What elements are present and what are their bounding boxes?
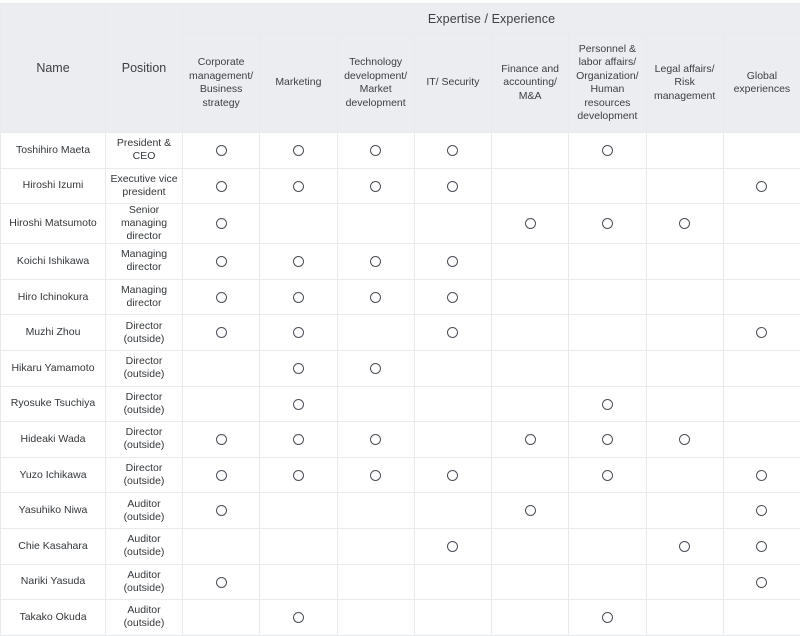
circle-mark-icon — [216, 292, 227, 303]
expertise-mark-cell — [337, 493, 414, 529]
circle-mark-icon — [216, 577, 227, 588]
circle-mark-icon — [293, 256, 304, 267]
circle-mark-icon — [370, 181, 381, 192]
column-header-corporate-management: Corporate management/ Business strategy — [183, 34, 260, 133]
expertise-mark-cell — [646, 564, 723, 600]
director-name-cell: Koichi Ishikawa — [1, 244, 106, 280]
column-header-legal-risk-management: Legal affairs/ Risk management — [646, 34, 723, 133]
circle-mark-icon — [370, 434, 381, 445]
circle-mark-icon — [602, 470, 613, 481]
table-row — [1, 350, 800, 386]
table-row — [1, 315, 800, 351]
expertise-mark-cell — [337, 204, 414, 244]
circle-mark-icon — [293, 612, 304, 623]
expertise-mark-cell — [260, 133, 337, 169]
circle-mark-icon — [602, 399, 613, 410]
circle-mark-icon — [447, 541, 458, 552]
expertise-mark-cell — [492, 493, 569, 529]
expertise-mark-cell — [183, 528, 260, 564]
expertise-mark-cell — [337, 422, 414, 458]
expertise-mark-cell — [646, 315, 723, 351]
circle-mark-icon — [370, 145, 381, 156]
director-position-cell: President & CEO — [106, 133, 183, 169]
director-name-cell: Toshihiro Maeta — [1, 133, 106, 169]
expertise-mark-cell — [492, 244, 569, 280]
expertise-mark-cell — [492, 564, 569, 600]
director-position-cell: Director (outside) — [106, 315, 183, 351]
expertise-mark-cell — [414, 528, 491, 564]
expertise-mark-cell — [337, 279, 414, 315]
table-row — [1, 564, 800, 600]
expertise-mark-cell — [569, 422, 646, 458]
expertise-mark-cell — [723, 350, 800, 386]
circle-mark-icon — [756, 327, 767, 338]
expertise-mark-cell — [337, 564, 414, 600]
column-header-personnel-labor-affairs: Personnel & labor affairs/ Organization/ Human resources development — [569, 34, 646, 133]
expertise-mark-cell — [260, 168, 337, 204]
director-position-cell: Managing director — [106, 279, 183, 315]
director-position-cell: Director (outside) — [106, 457, 183, 493]
column-header-position: Position — [106, 4, 183, 133]
director-position-cell: Auditor (outside) — [106, 528, 183, 564]
column-header-finance-accounting: Finance and accounting/ M&A — [492, 34, 569, 133]
expertise-mark-cell — [646, 457, 723, 493]
expertise-mark-cell — [569, 204, 646, 244]
expertise-mark-cell — [723, 386, 800, 422]
circle-mark-icon — [447, 145, 458, 156]
expertise-mark-cell — [414, 600, 491, 636]
expertise-mark-cell — [414, 422, 491, 458]
expertise-mark-cell — [723, 564, 800, 600]
expertise-mark-cell — [569, 386, 646, 422]
column-header-technology-development: Technology development/ Market development — [337, 34, 414, 133]
expertise-mark-cell — [569, 244, 646, 280]
expertise-mark-cell — [183, 564, 260, 600]
expertise-mark-cell — [183, 386, 260, 422]
circle-mark-icon — [216, 218, 227, 229]
director-name-cell: Hikaru Yamamoto — [1, 350, 106, 386]
expertise-mark-cell — [414, 168, 491, 204]
director-name-cell: Muzhi Zhou — [1, 315, 106, 351]
expertise-mark-cell — [337, 168, 414, 204]
circle-mark-icon — [293, 145, 304, 156]
circle-mark-icon — [756, 470, 767, 481]
expertise-mark-cell — [183, 204, 260, 244]
expertise-mark-cell — [569, 564, 646, 600]
expertise-mark-cell — [183, 279, 260, 315]
expertise-mark-cell — [569, 350, 646, 386]
circle-mark-icon — [447, 292, 458, 303]
circle-mark-icon — [293, 470, 304, 481]
circle-mark-icon — [679, 541, 690, 552]
column-header-it-security: IT/ Security — [414, 34, 491, 133]
expertise-mark-cell — [569, 168, 646, 204]
expertise-mark-cell — [337, 457, 414, 493]
expertise-mark-cell — [337, 528, 414, 564]
expertise-mark-cell — [337, 350, 414, 386]
table-row — [1, 386, 800, 422]
expertise-mark-cell — [260, 564, 337, 600]
circle-mark-icon — [756, 577, 767, 588]
expertise-mark-cell — [723, 168, 800, 204]
circle-mark-icon — [216, 470, 227, 481]
expertise-mark-cell — [723, 457, 800, 493]
expertise-mark-cell — [260, 457, 337, 493]
circle-mark-icon — [756, 181, 767, 192]
circle-mark-icon — [756, 541, 767, 552]
expertise-mark-cell — [723, 279, 800, 315]
circle-mark-icon — [525, 505, 536, 516]
expertise-mark-cell — [260, 350, 337, 386]
director-position-cell: Senior managing director — [106, 204, 183, 244]
expertise-mark-cell — [569, 528, 646, 564]
circle-mark-icon — [602, 612, 613, 623]
expertise-mark-cell — [183, 350, 260, 386]
expertise-mark-cell — [492, 315, 569, 351]
expertise-mark-cell — [183, 493, 260, 529]
expertise-mark-cell — [492, 350, 569, 386]
expertise-mark-cell — [337, 315, 414, 351]
director-name-cell: Hiro Ichinokura — [1, 279, 106, 315]
circle-mark-icon — [370, 363, 381, 374]
expertise-mark-cell — [492, 386, 569, 422]
circle-mark-icon — [525, 434, 536, 445]
circle-mark-icon — [216, 145, 227, 156]
table-row — [1, 133, 800, 169]
expertise-mark-cell — [337, 600, 414, 636]
expertise-mark-cell — [646, 528, 723, 564]
director-position-cell: Director (outside) — [106, 386, 183, 422]
circle-mark-icon — [293, 434, 304, 445]
expertise-mark-cell — [260, 204, 337, 244]
director-name-cell: Hiroshi Matsumoto — [1, 204, 106, 244]
expertise-mark-cell — [260, 422, 337, 458]
table-row — [1, 204, 800, 244]
circle-mark-icon — [293, 327, 304, 338]
expertise-mark-cell — [414, 564, 491, 600]
column-header-global-experiences: Global experiences — [723, 34, 800, 133]
expertise-mark-cell — [723, 133, 800, 169]
expertise-mark-cell — [569, 457, 646, 493]
table-row — [1, 279, 800, 315]
expertise-mark-cell — [183, 600, 260, 636]
expertise-mark-cell — [183, 133, 260, 169]
circle-mark-icon — [447, 256, 458, 267]
expertise-mark-cell — [646, 168, 723, 204]
expertise-mark-cell — [183, 315, 260, 351]
expertise-mark-cell — [183, 457, 260, 493]
expertise-mark-cell — [260, 244, 337, 280]
circle-mark-icon — [293, 363, 304, 374]
expertise-mark-cell — [646, 600, 723, 636]
expertise-mark-cell — [723, 204, 800, 244]
circle-mark-icon — [216, 505, 227, 516]
expertise-mark-cell — [723, 528, 800, 564]
director-position-cell: Auditor (outside) — [106, 600, 183, 636]
expertise-mark-cell — [646, 133, 723, 169]
expertise-mark-cell — [723, 315, 800, 351]
expertise-mark-cell — [492, 528, 569, 564]
circle-mark-icon — [525, 218, 536, 229]
expertise-mark-cell — [183, 168, 260, 204]
circle-mark-icon — [447, 470, 458, 481]
expertise-mark-cell — [569, 493, 646, 529]
expertise-mark-cell — [414, 493, 491, 529]
expertise-mark-cell — [337, 244, 414, 280]
director-name-cell: Hiroshi Izumi — [1, 168, 106, 204]
circle-mark-icon — [370, 292, 381, 303]
table-row — [1, 600, 800, 636]
director-position-cell: Auditor (outside) — [106, 564, 183, 600]
director-position-cell: Director (outside) — [106, 350, 183, 386]
circle-mark-icon — [370, 256, 381, 267]
director-name-cell: Takako Okuda — [1, 600, 106, 636]
expertise-mark-cell — [414, 386, 491, 422]
expertise-mark-cell — [569, 315, 646, 351]
column-group-header-expertise: Expertise / Experience — [183, 4, 800, 34]
circle-mark-icon — [447, 327, 458, 338]
director-name-cell: Hideaki Wada — [1, 422, 106, 458]
expertise-mark-cell — [183, 244, 260, 280]
expertise-mark-cell — [492, 457, 569, 493]
director-name-cell: Nariki Yasuda — [1, 564, 106, 600]
expertise-mark-cell — [414, 204, 491, 244]
expertise-mark-cell — [723, 493, 800, 529]
expertise-mark-cell — [646, 244, 723, 280]
expertise-mark-cell — [260, 493, 337, 529]
expertise-mark-cell — [492, 422, 569, 458]
expertise-mark-cell — [414, 315, 491, 351]
table-row — [1, 422, 800, 458]
table-body — [1, 133, 800, 636]
circle-mark-icon — [293, 399, 304, 410]
circle-mark-icon — [370, 470, 381, 481]
header-row-group — [1, 4, 800, 34]
board-skills-matrix-table — [0, 3, 800, 636]
expertise-mark-cell — [337, 133, 414, 169]
expertise-mark-cell — [646, 350, 723, 386]
circle-mark-icon — [602, 434, 613, 445]
expertise-mark-cell — [260, 600, 337, 636]
circle-mark-icon — [216, 181, 227, 192]
expertise-mark-cell — [646, 204, 723, 244]
table-row — [1, 168, 800, 204]
expertise-mark-cell — [723, 600, 800, 636]
expertise-mark-cell — [646, 279, 723, 315]
circle-mark-icon — [756, 505, 767, 516]
expertise-mark-cell — [492, 600, 569, 636]
expertise-mark-cell — [646, 386, 723, 422]
expertise-mark-cell — [569, 600, 646, 636]
table-header — [1, 4, 800, 133]
expertise-mark-cell — [414, 244, 491, 280]
expertise-mark-cell — [414, 279, 491, 315]
circle-mark-icon — [216, 434, 227, 445]
column-header-name: Name — [1, 4, 106, 133]
expertise-mark-cell — [260, 279, 337, 315]
circle-mark-icon — [216, 256, 227, 267]
expertise-mark-cell — [260, 315, 337, 351]
expertise-mark-cell — [414, 133, 491, 169]
expertise-mark-cell — [183, 422, 260, 458]
expertise-mark-cell — [414, 457, 491, 493]
circle-mark-icon — [216, 327, 227, 338]
expertise-mark-cell — [723, 422, 800, 458]
circle-mark-icon — [679, 218, 690, 229]
table-row — [1, 457, 800, 493]
circle-mark-icon — [447, 181, 458, 192]
circle-mark-icon — [602, 218, 613, 229]
table-row — [1, 528, 800, 564]
circle-mark-icon — [679, 434, 690, 445]
expertise-mark-cell — [646, 422, 723, 458]
director-name-cell: Yuzo Ichikawa — [1, 457, 106, 493]
table-row — [1, 493, 800, 529]
director-position-cell: Executive vice president — [106, 168, 183, 204]
circle-mark-icon — [293, 292, 304, 303]
expertise-mark-cell — [492, 168, 569, 204]
director-name-cell: Ryosuke Tsuchiya — [1, 386, 106, 422]
expertise-mark-cell — [569, 133, 646, 169]
expertise-mark-cell — [646, 493, 723, 529]
circle-mark-icon — [293, 181, 304, 192]
expertise-mark-cell — [492, 204, 569, 244]
circle-mark-icon — [602, 145, 613, 156]
expertise-mark-cell — [260, 528, 337, 564]
expertise-mark-cell — [569, 279, 646, 315]
column-header-marketing: Marketing — [260, 34, 337, 133]
expertise-mark-cell — [414, 350, 491, 386]
expertise-mark-cell — [492, 279, 569, 315]
expertise-mark-cell — [260, 386, 337, 422]
director-name-cell: Chie Kasahara — [1, 528, 106, 564]
expertise-mark-cell — [723, 244, 800, 280]
director-position-cell: Auditor (outside) — [106, 493, 183, 529]
table-row — [1, 244, 800, 280]
director-position-cell: Director (outside) — [106, 422, 183, 458]
expertise-mark-cell — [337, 386, 414, 422]
expertise-mark-cell — [492, 133, 569, 169]
director-position-cell: Managing director — [106, 244, 183, 280]
director-name-cell: Yasuhiko Niwa — [1, 493, 106, 529]
